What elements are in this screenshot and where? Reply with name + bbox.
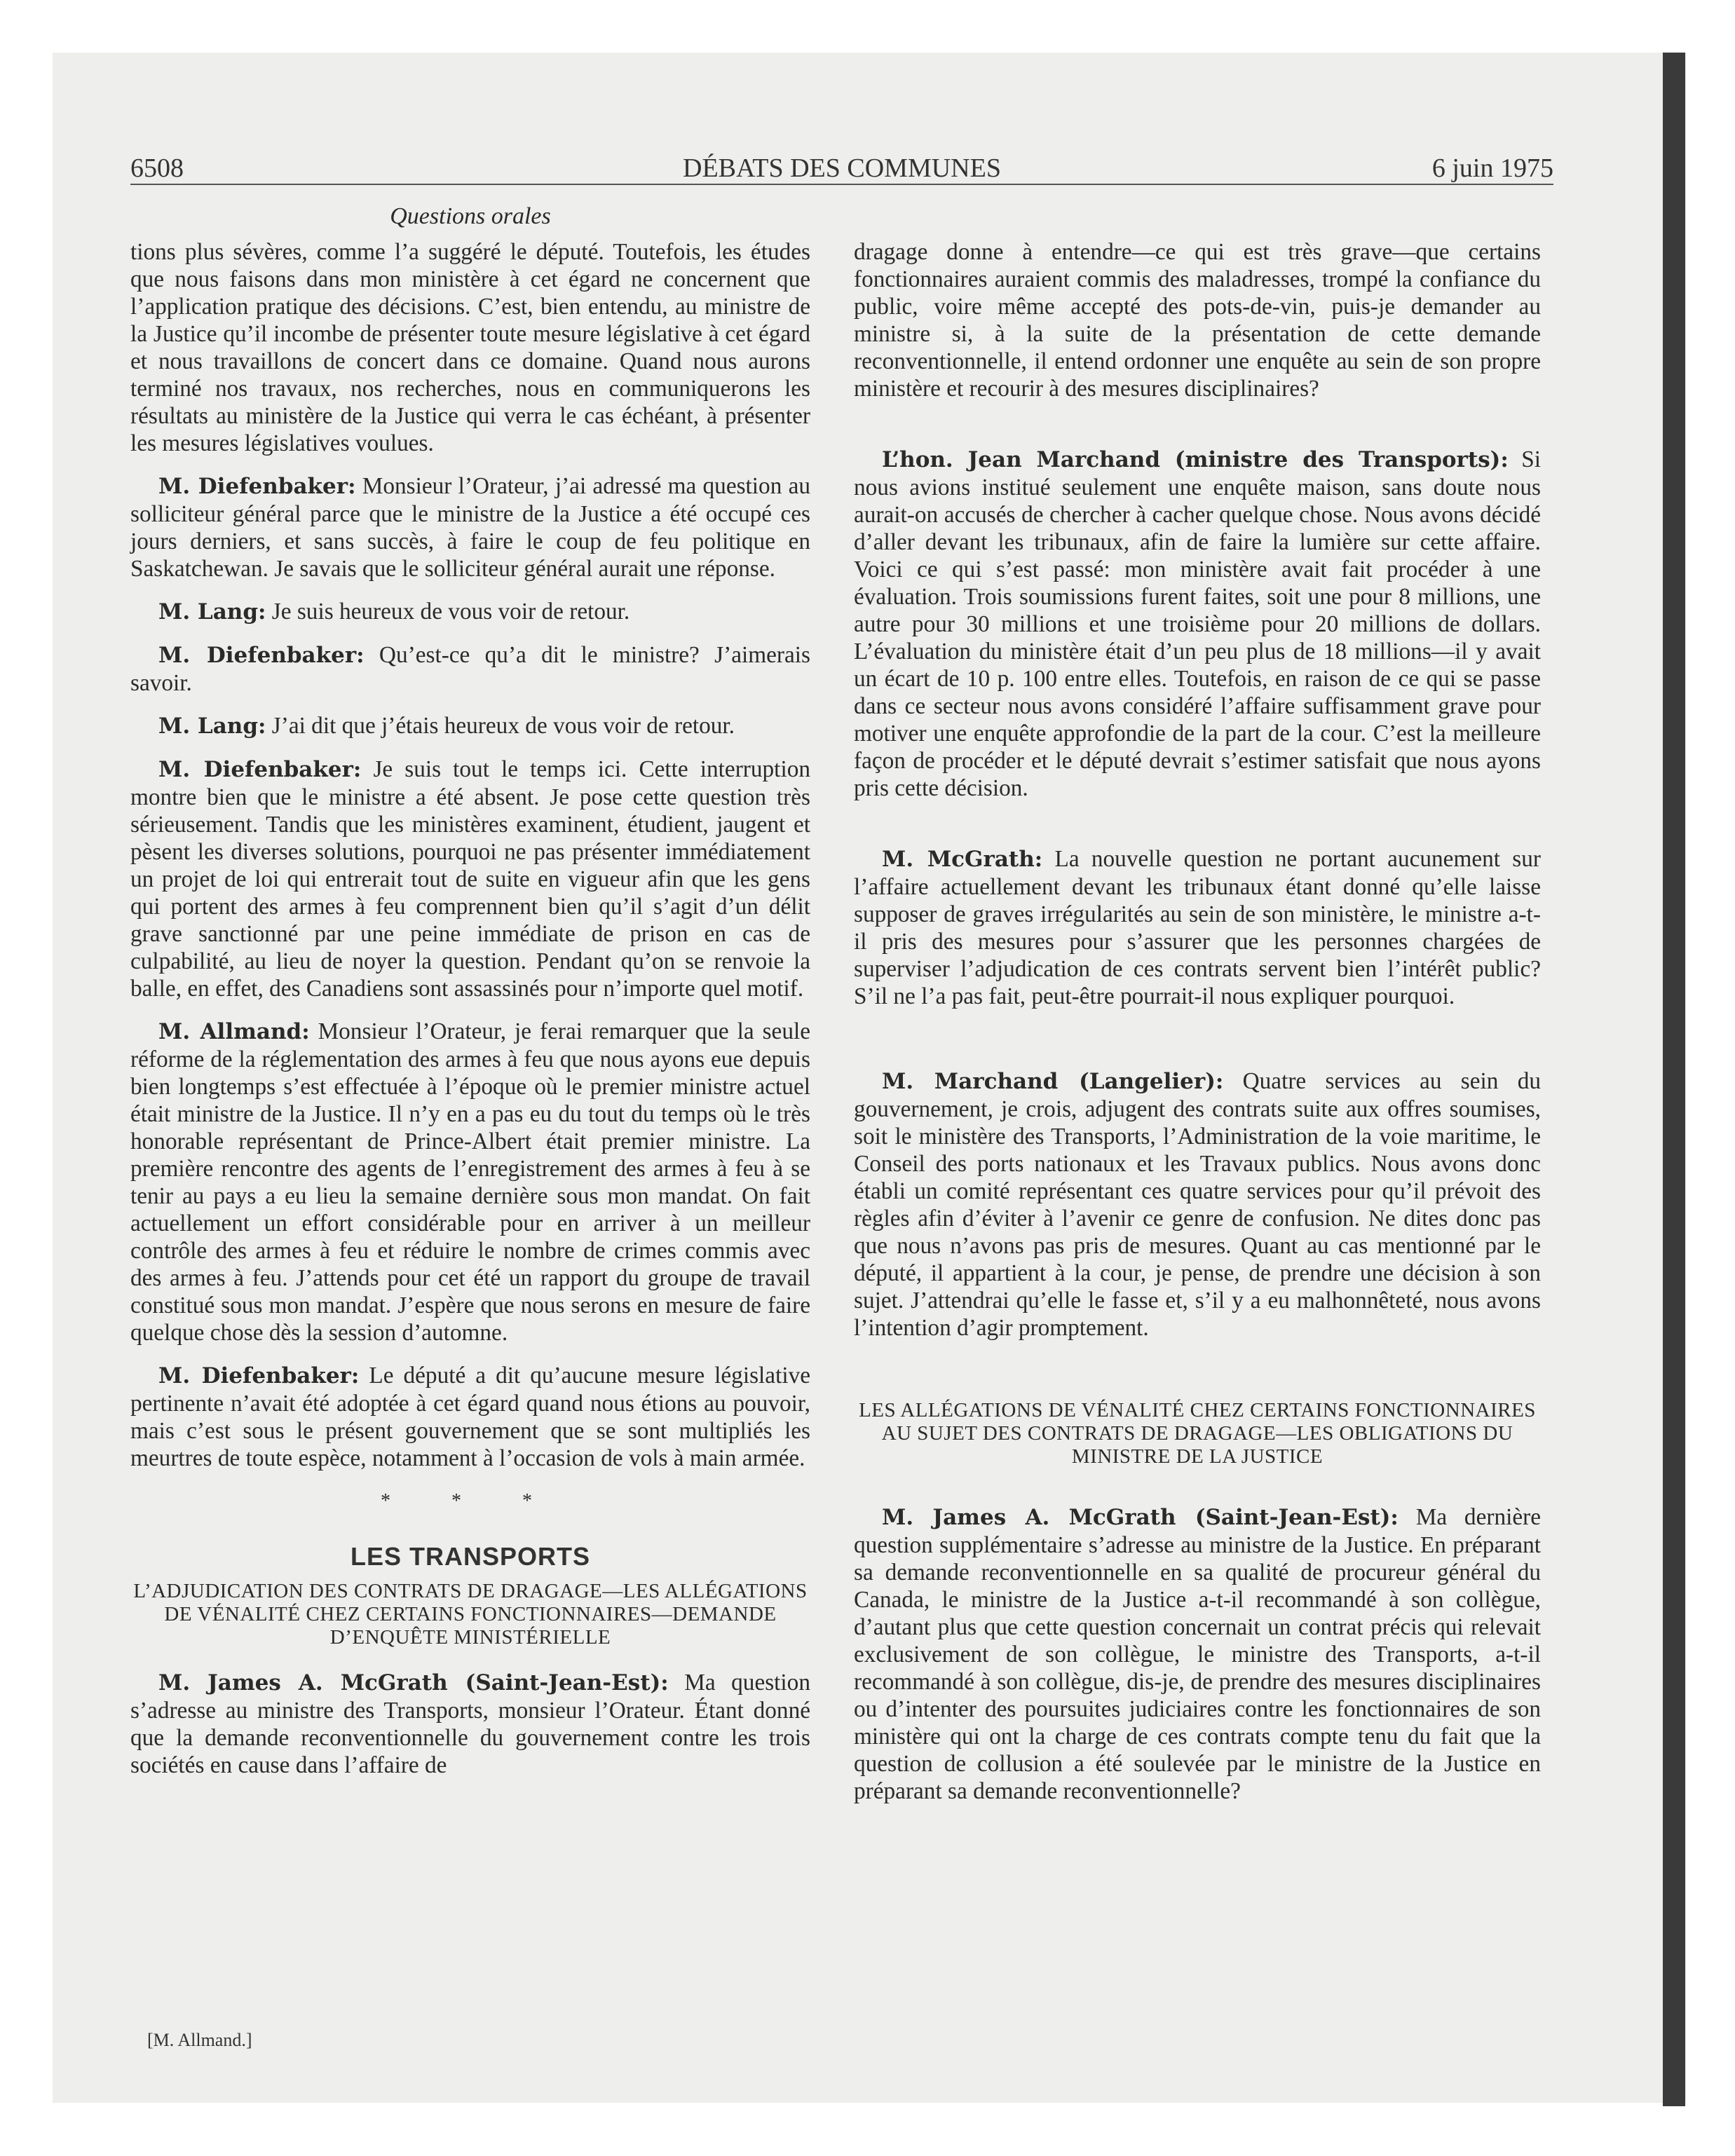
paragraph: [854, 1503, 1541, 1805]
section-separator: * * *: [381, 1490, 560, 1512]
paragraph: [130, 1362, 810, 1472]
speaker-name: M. Lang:: [158, 599, 266, 625]
section-title: LES TRANSPORTS: [350, 1542, 591, 1571]
paragraph: [130, 712, 810, 740]
speech-text: Je suis tout le temps ici. Cette interruption montre bien que le ministre a été absent. Je pose cette question très sérieusement. Tandis que les ministères examinent, étudient, jaugent et pèsent les diverses solutions, pourquoi ne pas présenter immédiatement un projet de loi qui entrerait tout de suite en vigueur afin que les gens qui portent des armes à feu comprennent bien qu’il s’agit d’un délit grave sanctionné par une peine immédiate de prison en cas de culpabilité, au lieu de noyer la question. Pendant qu’on se renvoie la balle, en effet, des Canadiens sont assassinés pour n’importe quel motif.: [130, 756, 810, 1002]
speaker-name: M. Diefenbaker:: [158, 1363, 360, 1389]
right-column: [854, 238, 1541, 1820]
publication-date: 6 juin 1975: [1431, 153, 1553, 183]
paragraph: [130, 1669, 810, 1779]
speaker-name: L’hon. Jean Marchand (ministre des Transports):: [882, 447, 1509, 472]
speech-text: Je suis heureux de vous voir de retour.: [266, 599, 630, 625]
paragraph: [854, 1067, 1541, 1342]
footnote: [M. Allmand.]: [147, 2030, 252, 2050]
speech-text: Monsieur l’Orateur, j’ai adressé ma question au solliciteur général parce que le ministre de la Justice a été occupé ces jours derniers, et sans succès, à faire le coup de feu politique en Saskatchewan. Je savais que le solliciteur général aurait une réponse.: [130, 473, 811, 582]
paragraph: [130, 472, 810, 582]
speaker-name: M. Allmand:: [158, 1019, 310, 1044]
paragraph: dragage donne à entendre—ce qui est très grave—que certains fonctionnaires auraient commis des maladresses, trompé la confiance du public, voire même accepté des pots-de-vin, puis-je demander au ministre si, à la suite de la présentation de cette demande reconventionnelle, il entend ordonner une enquête au sein de son propre ministère et recourir à des mesures disciplinaires?: [854, 239, 1541, 402]
speech-text: J’ai dit que j’étais heureux de vous voir de retour.: [266, 713, 735, 739]
left-column: [130, 238, 810, 1794]
paragraph: [130, 641, 810, 697]
speech-text: Ma question s’adresse au ministre des Transports, monsieur l’Orateur. Étant donné que la demande reconventionnelle du gouvernement contre les trois sociétés en cause dans l’affaire de: [130, 1670, 810, 1778]
speaker-name: M. Diefenbaker:: [158, 757, 362, 782]
subheading: L’ADJUDICATION DES CONTRATS DE DRAGAGE—LES ALLÉGATIONS DE VÉNALITÉ CHEZ CERTAINS FONCTIONNAIRES—DEMANDE D’ENQUÊTE MINISTÉRIELLE: [133, 1580, 808, 1649]
speaker-name: M. McGrath:: [882, 847, 1043, 872]
page-number: 6508: [130, 153, 184, 183]
paragraph: [854, 845, 1541, 1010]
page-header: [130, 147, 1553, 186]
speaker-name: M. James A. McGrath (Saint-Jean-Est):: [882, 1505, 1399, 1530]
speech-text: Le député a dit qu’aucune mesure législative pertinente n’avait été adoptée à cet égard quand nous étions au pouvoir, mais c’est sous le présent gouvernement que se sont multipliés les meurtres de toute espèce, notamment à l’occasion de vols à main armée.: [130, 1363, 810, 1471]
speaker-name: M. Marchand (Langelier):: [882, 1069, 1224, 1094]
speech-text: Monsieur l’Orateur, je ferai remarquer que la seule réforme de la réglementation des armes à feu que nous ayons eue depuis bien longtemps s’est effectuée à l’époque où le premier ministre actuel était ministre de la Justice. Il n’y en a pas eu du tout du temps où le très honorable représentant de Prince-Albert était premier ministre. La première rencontre des agents de l’enregistrement des armes à feu à se tenir au pays a eu lieu la semaine dernière sous mon mandat. On fait actuellement un effort considérable pour en arriver à un meilleur contrôle des armes à feu et réduire le nombre de crimes commis avec des armes à feu. J’attends pour cet été un rapport du groupe de travail constitué sous mon mandat. J’espère que nous serons en mesure de faire quelque chose dès la session d’automne.: [130, 1018, 810, 1346]
running-head: Questions orales: [390, 203, 551, 229]
header-rule: [130, 184, 1553, 185]
scan-edge-bar: [1663, 53, 1685, 2106]
speaker-name: M. Diefenbaker:: [158, 474, 356, 499]
speech-text: Quatre services au sein du gouvernement, je crois, adjugent des contrats suite aux offres soumises, soit le ministère des Transports, l’Administration de la voie maritime, le Conseil des ports nationaux et les Travaux publics. Nous avons donc établi un comité représentant ces quatre services pour qu’il prévoit des règles afin d’éviter à l’avenir ce genre de confusion. Ne dites donc pas que nous n’avons pas pris de mesures. Quant au cas mentionné par le député, il appartient à la cour, je pense, de prendre une décision à son sujet. J’attendrai qu’elle le fasse et, s’il y a eu malhonnêteté, nous avons l’intention d’agir promptement.: [854, 1068, 1542, 1341]
paragraph: [854, 446, 1541, 802]
speech-text: Ma dernière question supplémentaire s’adresse au ministre de la Justice. En préparant sa demande reconventionnelle en sa qualité de procureur général du Canada, le ministre de la Justice a-t-il recommandé à son collègue, d’autant plus que cette question concernait un contrat précis qui relevait exclusivement de son collègue, le ministre des Transports, a-t-il recommandé à son collègue, dis-je, de prendre des mesures disciplinaires ou d’intenter des poursuites judiciaires contre les fonctionnaires de son ministère qui ont la charge de ces contrats compte tenu du fait que la question de collusion a été soulevée par le ministre de la Justice en préparant sa demande reconventionnelle?: [854, 1504, 1541, 1804]
subheading: LES ALLÉGATIONS DE VÉNALITÉ CHEZ CERTAINS FONCTIONNAIRES AU SUJET DES CONTRATS DE DRAGAGE—LES OBLIGATIONS DU MINISTRE DE LA JUSTICE: [859, 1399, 1536, 1468]
speech-text: Si nous avions institué seulement une enquête maison, sans doute nous aurait-on accusés de chercher à cacher quelque chose. Nous avons décidé d’aller devant les tribunaux, afin de faire la lumière sur cette affaire. Voici ce qui s’est passé: mon ministère avait fait procéder à une évaluation. Trois soumissions furent faites, soit une pour 8 millions, une autre pour 30 millions et une troisième pour 20 millions de dollars. L’évaluation du ministère était d’un peu plus de 18 millions—il y avait un écart de 10 p. 100 entre elles. Toutefois, en raison de ce qui se passe dans ce secteur nous avons considéré l’affaire suffisamment grave pour motiver une enquête approfondie de la part de la cour. C’est la meilleure façon de procéder et le député devrait s’estimer satisfait que nous ayons pris cette décision.: [854, 446, 1541, 801]
paragraph: tions plus sévères, comme l’a suggéré le député. Toutefois, les études que nous faisons dans mon ministère à cet égard ne concernent que l’application pratique des décisions. C’est, bien entendu, au ministre de la Justice qu’il incombe de présenter toute mesure législative à cet égard et nous travaillons de concert dans ce domaine. Quand nous aurons terminé nos travaux, nos recherches, nous en communiquerons les résultats au ministère de la Justice qui verra le cas échéant, à présenter les mesures législatives voulues.: [130, 239, 810, 456]
publication-title: DÉBATS DES COMMUNES: [683, 153, 1001, 183]
speaker-name: M. Diefenbaker:: [158, 643, 365, 668]
speaker-name: M. James A. McGrath (Saint-Jean-Est):: [158, 1670, 669, 1696]
paragraph: [130, 598, 810, 626]
paragraph: [130, 1018, 810, 1346]
paragraph: [130, 756, 810, 1002]
speech-text: Qu’est-ce qu’a dit le ministre? J’aimerais savoir.: [130, 642, 810, 696]
speech-text: La nouvelle question ne portant aucunement sur l’affaire actuellement devant les tribunaux étant donné qu’elle laisse supposer de graves irrégularités au sein de son ministère, le ministre a-t-il pris des mesures pour s’assurer que les personnes chargées de superviser l’adjudication de ces contrats servent bien l’intérêt public? S’il ne l’a pas fait, peut-être pourrait-il nous expliquer pourquoi.: [854, 846, 1541, 1009]
speaker-name: M. Lang:: [158, 714, 266, 739]
